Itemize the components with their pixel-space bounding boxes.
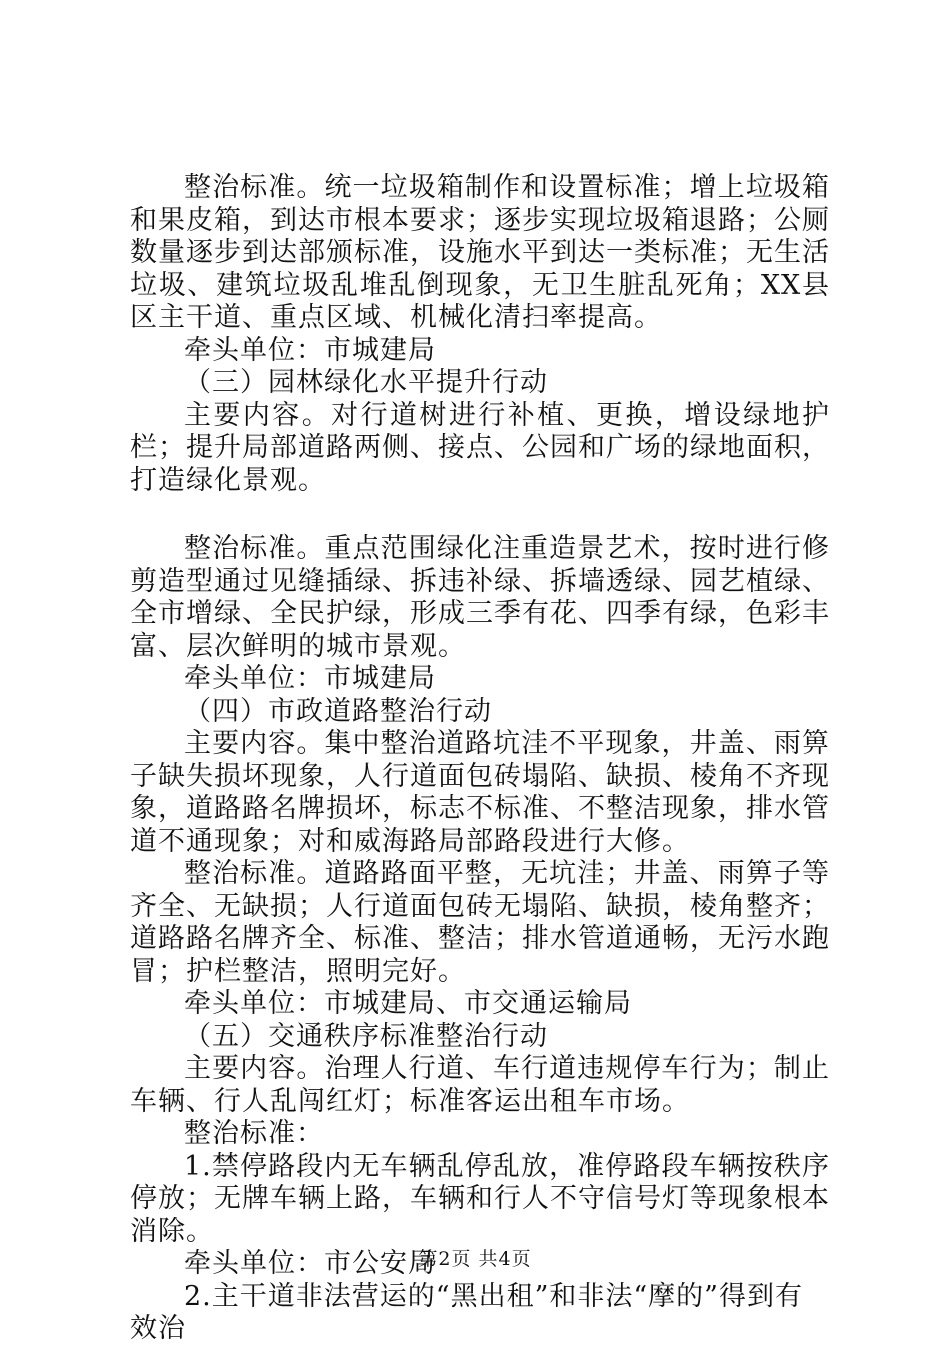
paragraph-lead-unit: 牵头单位：市城建局 [184,334,436,366]
section-heading-roads: （四）市政道路整治行动 [184,695,492,727]
document-body [130,172,830,1346]
paragraph-greening-standard: 整治标准。重点范围绿化注重造景艺术，按时进行修剪造型通过见缝插绿、拆违补绿、拆墙透绿、园艺植绿、全市增绿、全民护绿，形成三季有花、四季有绿，色彩丰富、层次鲜明的城市景观。 [130,533,830,662]
paragraph-gap [130,497,830,533]
section-heading-greening: （三）园林绿化水平提升行动 [184,367,548,398]
paragraph-list-item-1: 1.禁停路段内无车辆乱停乱放，准停路段车辆按秩序停放；无牌车辆上路，车辆和行人不守信号灯等现象根本消除。 [130,1150,830,1247]
paragraph-lead-unit: 牵头单位：市城建局 [184,663,436,694]
paragraph-main-content: 主要内容。治理人行道、车行道违规停车行为；制止车辆、行人乱闯红灯；标准客运出租车市场。 [130,1053,830,1117]
paragraph-list-item-2: 2.主干道非法营运的“黑出租”和非法“摩的”得到有效治 [130,1280,803,1344]
paragraph-standard-label: 整治标准： [184,1118,324,1149]
section-heading-traffic: （五）交通秩序标准整治行动 [184,1020,548,1052]
paragraph-main-content: 主要内容。对行道树进行补植、更换，增设绿地护栏；提升局部道路两侧、接点、公园和广场的绿地面积，打造绿化景观。 [130,399,830,496]
paragraph-roads-standard: 整治标准。道路路面平整，无坑洼；井盖、雨箅子等齐全、无缺损；人行道面包砖无塌陷、缺损，棱角整齐；道路路名牌齐全、标准、整洁；排水管道通畅，无污水跑冒；护栏整洁，照明完好。 [130,858,830,987]
page-number-footer: 第2页 共4页 [418,1248,532,1270]
paragraph-lead-unit: 牵头单位：市公安局 [184,1248,436,1279]
paragraph-lead-unit: 牵头单位：市城建局、市交通运输局 [184,988,632,1019]
paragraph-sanitation-standard: 整治标准。统一垃圾箱制作和设置标准；增上垃圾箱和果皮箱，到达市根本要求；逐步实现垃圾箱退路；公厕数量逐步到达部颁标准，设施水平到达一类标准；无生活垃圾、建筑垃圾乱堆乱倒现象，无卫生脏乱死角；XX县区主干道、重点区域、机械化清扫率提高。 [130,172,830,333]
paragraph-main-content: 主要内容。集中整治道路坑洼不平现象，井盖、雨箅子缺失损坏现象，人行道面包砖塌陷、缺损、棱角不齐现象，道路路名牌损坏，标志不标准、不整洁现象，排水管道不通现象；对和威海路局部路段进行大修。 [130,728,830,857]
